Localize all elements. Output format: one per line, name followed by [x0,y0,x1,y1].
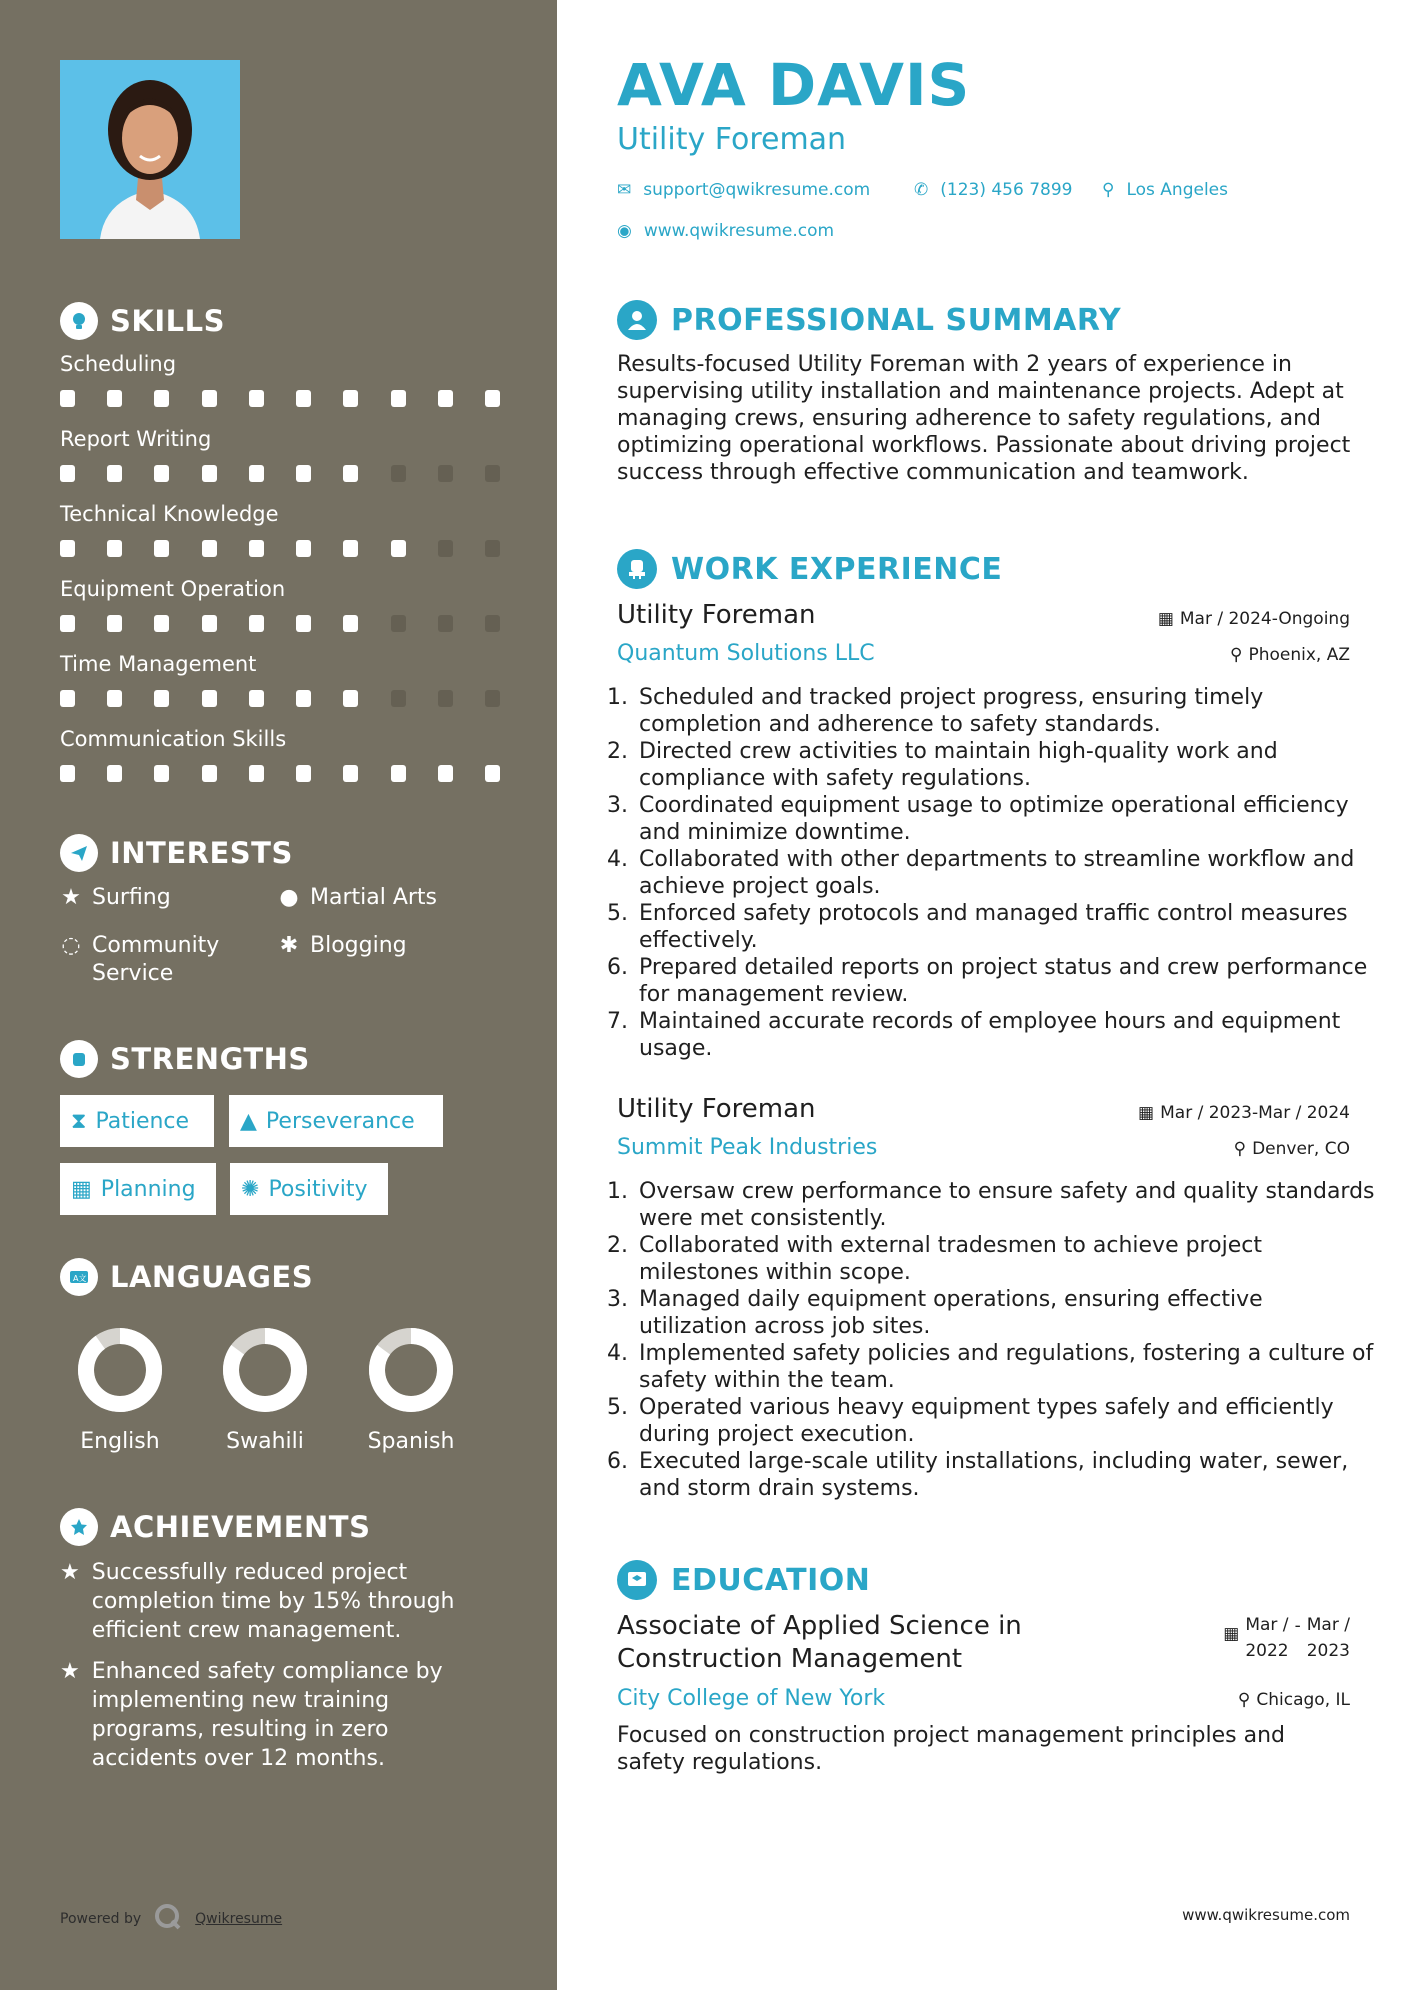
experience-heading [617,549,1002,589]
skill-dot [485,540,500,557]
job-bullets [617,1178,1375,1502]
achievements-title: ACHIEVEMENTS [110,1510,371,1544]
education-dates [1223,1612,1350,1664]
education-title: EDUCATION [671,1562,871,1598]
skill-level-dots [60,615,500,632]
sun-icon: ✺ [241,1176,260,1202]
skill-dot [438,540,453,557]
skill-level-dots [60,465,500,482]
phone-text: (123) 456 7899 [940,180,1073,200]
contact-phone[interactable] [914,180,1072,200]
website-text: www.qwikresume.com [643,221,835,241]
skill-dot [249,690,264,707]
map-marker-icon: ⚲ [1102,180,1115,200]
skill-dot [296,615,311,632]
interest-label: Blogging [310,933,407,958]
skill-row [60,352,500,407]
list-item: 2. Collaborated with external tradesmen to achieve project milestones within scope. [635,1232,1375,1286]
skill-dot [107,690,122,707]
ring-fill [86,1336,154,1404]
degree-line: Construction Management [617,1644,963,1674]
skill-dot [107,465,122,482]
summary-heading [617,300,1121,340]
list-item: 5. Operated various heavy equipment types safely and efficiently during project execution. [635,1394,1375,1448]
language-label: English [80,1429,160,1454]
job-dates [1158,609,1350,629]
svg-text:A文: A文 [73,1274,87,1283]
skill-dot [60,690,75,707]
skill-dot [107,390,122,407]
road-icon: ▲ [240,1108,257,1134]
skill-dot [202,465,217,482]
calendar-icon: ▦ [1157,609,1174,629]
skill-dot [60,615,75,632]
skill-dot [391,690,406,707]
interest-label: Surfing [92,885,171,910]
education-dash: - [1294,1616,1301,1636]
job-company: Quantum Solutions LLC [617,641,875,666]
footer-website[interactable]: www.qwikresume.com [1182,1906,1350,1924]
skill-name: Equipment Operation [60,577,286,601]
skill-dot [343,765,358,782]
skill-dot [249,765,264,782]
job-bullets [617,684,1375,1062]
achievement-text: Successfully reduced project completion time by 15% through efficient crew management. [91,1560,455,1643]
list-item: 2. Directed crew activities to maintain high-quality work and compliance with safety regulations. [635,738,1375,792]
job-title: Utility Foreman [617,600,816,630]
job-location [1234,1139,1350,1159]
skill-dot [154,690,169,707]
calendar-icon: ▦ [71,1176,92,1202]
contact-email[interactable] [617,180,870,200]
education-school: City College of New York [617,1686,886,1711]
skill-name: Report Writing [60,427,212,451]
skill-dot [249,615,264,632]
skills-title: SKILLS [110,304,225,338]
skill-dot [438,390,453,407]
globe-icon: ◉ [617,221,632,241]
degree-line: Associate of Applied Science in [617,1611,1022,1641]
interest-item-surfing [60,884,171,912]
skill-dot [107,540,122,557]
skill-name: Time Management [60,652,257,676]
list-item: 4. Implemented safety policies and regulations, fostering a culture of safety within the team. [635,1340,1375,1394]
star-icon: ★ [61,885,81,910]
job-location-text: Denver, CO [1252,1139,1350,1159]
achievements-heading [60,1508,370,1546]
list-item: 6. Prepared detailed reports on project status and crew performance for management review. [635,954,1375,1008]
skill-dot [438,765,453,782]
education-end: Mar / 2023 [1306,1615,1350,1661]
education-heading [617,1560,870,1600]
list-item: 1. Oversaw crew performance to ensure safety and quality standards were met consistently. [635,1178,1375,1232]
skill-dot [202,615,217,632]
award-star-icon [60,1508,98,1546]
skill-dot [343,615,358,632]
strength-label: Positivity [268,1176,368,1202]
skill-row [60,502,500,557]
interests-title: INTERESTS [110,836,293,870]
powered-by-label: Powered by [60,1911,142,1927]
skill-row [60,577,500,632]
sidebar [0,0,557,1990]
language-label: Spanish [367,1429,455,1454]
skill-dot [154,540,169,557]
fist-icon [60,1040,98,1078]
strengths-heading [60,1040,310,1078]
skill-dot [202,690,217,707]
skill-row [60,727,500,782]
skill-level-dots [60,390,500,407]
job-title: Utility Foreman [617,1094,816,1124]
skill-dot [343,465,358,482]
interest-label: Martial Arts [310,885,438,910]
job-company: Summit Peak Industries [617,1135,878,1160]
main-content [557,0,1407,1990]
skill-dot [391,465,406,482]
skill-dot [485,390,500,407]
skill-name: Scheduling [60,352,177,376]
qwikresume-link[interactable]: Qwikresume [195,1911,283,1927]
strengths-title: STRENGTHS [110,1042,310,1076]
contact-website[interactable] [617,221,834,241]
summary-text: Results-focused Utility Foreman with 2 years of experience in supervising utility installation and maintenance projects. Adept at managing crews, ensuring adherence to safety regulations, and optimizing operational workflows. Passionate about driving project success through effective communication and teamwork. [617,352,1351,485]
skill-dot [485,690,500,707]
education-location [1238,1690,1350,1710]
powered-by [60,1902,282,1936]
summary-title: PROFESSIONAL SUMMARY [671,302,1122,338]
skill-dot [249,390,264,407]
job-location [1230,645,1350,665]
skill-dot [296,765,311,782]
skill-level-dots [60,690,500,707]
strength-perseverance [229,1095,443,1147]
languages-heading [60,1258,313,1296]
briefcase-icon [617,549,657,589]
job-dates [1138,1103,1350,1123]
language-item [356,1325,466,1454]
skill-dot [296,390,311,407]
skill-dot [154,615,169,632]
skill-dot [485,615,500,632]
list-item: 6. Executed large-scale utility installations, including water, sewer, and storm drain systems. [635,1448,1375,1502]
skill-dot [485,465,500,482]
skill-dot [296,690,311,707]
job-location-text: Phoenix, AZ [1248,645,1350,665]
pin-icon: ⚲ [1237,1690,1251,1710]
list-item: 3. Coordinated equipment usage to optimize operational efficiency and minimize downtime. [635,792,1375,846]
skill-name: Communication Skills [60,727,287,751]
skill-dot [438,690,453,707]
education-description: Focused on construction project management principles and safety regulations. [617,1723,1285,1775]
skill-dot [296,540,311,557]
language-item [210,1325,320,1454]
skill-dot [249,540,264,557]
candidate-name: AVA DAVIS [617,51,971,119]
achievement-item [60,1558,480,1645]
skill-dot [343,390,358,407]
skill-dot [249,465,264,482]
skill-dot [391,615,406,632]
language-level-ring [366,1325,456,1415]
skill-dot [107,615,122,632]
shield-icon: ◌ [61,933,81,958]
strength-label: Patience [95,1108,190,1134]
skill-dot [438,465,453,482]
email-text: support@qwikresume.com [643,180,871,200]
paper-plane-icon [60,834,98,872]
skill-name: Technical Knowledge [60,502,279,526]
interests-heading [60,834,293,872]
job-dates-text: Mar / 2023-Mar / 2024 [1160,1103,1350,1123]
education-location-text: Chicago, IL [1256,1690,1350,1710]
list-item: 5. Enforced safety protocols and managed traffic control measures effectively. [635,900,1375,954]
achievement-text: Enhanced safety compliance by implementing new training programs, resulting in zero accidents over 12 months. [91,1659,443,1771]
skill-row [60,427,500,482]
language-level-ring [75,1325,165,1415]
qwikresume-logo-icon [153,1902,183,1936]
skill-dot [60,465,75,482]
users-icon: ✱ [279,933,299,958]
degree-title [617,1610,1022,1676]
skill-dot [485,765,500,782]
skill-dot [296,465,311,482]
skills-heading [60,302,225,340]
skill-dot [202,765,217,782]
skill-dot [154,390,169,407]
language-label: Swahili [226,1429,304,1454]
skill-level-dots [60,765,500,782]
experience-title: WORK EXPERIENCE [671,551,1003,587]
location-text: Los Angeles [1126,180,1228,200]
achievement-item [60,1657,480,1773]
skill-dot [154,765,169,782]
candidate-title: Utility Foreman [617,122,847,157]
skill-row [60,652,500,707]
shooting-star-icon: ★ [60,1659,80,1684]
skill-dot [202,390,217,407]
skill-dot [107,765,122,782]
list-item: 3. Managed daily equipment operations, ensuring effective utilization across job sites. [635,1286,1375,1340]
skill-dot [391,390,406,407]
contact-location [1102,180,1228,200]
user-icon [617,300,657,340]
lightbulb-icon [60,302,98,340]
profile-photo [60,60,240,239]
graduation-icon [617,1560,657,1600]
skill-dot [391,765,406,782]
list-item: 7. Maintained accurate records of employee hours and equipment usage. [635,1008,1375,1062]
globe-icon: ● [279,885,299,910]
education-start: Mar / 2022 [1245,1615,1289,1661]
skill-dot [202,540,217,557]
language-item [65,1325,175,1454]
skill-dot [60,765,75,782]
interest-label: Community Service [92,933,220,986]
pin-icon: ⚲ [1233,1139,1247,1159]
skill-level-dots [60,540,500,557]
skill-dot [343,540,358,557]
envelope-icon: ✉ [617,180,632,200]
strength-label: Planning [100,1176,196,1202]
skill-dot [154,465,169,482]
strength-label: Perseverance [265,1108,415,1134]
interest-item-community-service [60,932,219,987]
list-item: 1. Scheduled and tracked project progress, ensuring timely completion and adherence to safety standards. [635,684,1375,738]
shooting-star-icon: ★ [60,1560,80,1585]
interest-item-blogging [278,932,407,960]
calendar-icon: ▦ [1223,1624,1240,1644]
job-dates-text: Mar / 2024-Ongoing [1179,609,1350,629]
hourglass-icon: ⧗ [71,1108,87,1134]
skill-dot [60,390,75,407]
languages-title: LANGUAGES [110,1260,314,1294]
skill-dot [438,615,453,632]
calendar-icon: ▦ [1138,1103,1155,1123]
language-icon [60,1258,98,1296]
skill-dot [343,690,358,707]
strength-positivity [230,1163,388,1215]
skill-dot [60,540,75,557]
strength-planning [60,1163,216,1215]
list-item: 4. Collaborated with other departments to streamline workflow and achieve project goals. [635,846,1375,900]
phone-icon: ✆ [914,180,929,200]
skill-dot [391,540,406,557]
language-level-ring [220,1325,310,1415]
interest-item-martial-arts [278,884,437,912]
pin-icon: ⚲ [1230,645,1243,665]
strength-patience [60,1095,214,1147]
